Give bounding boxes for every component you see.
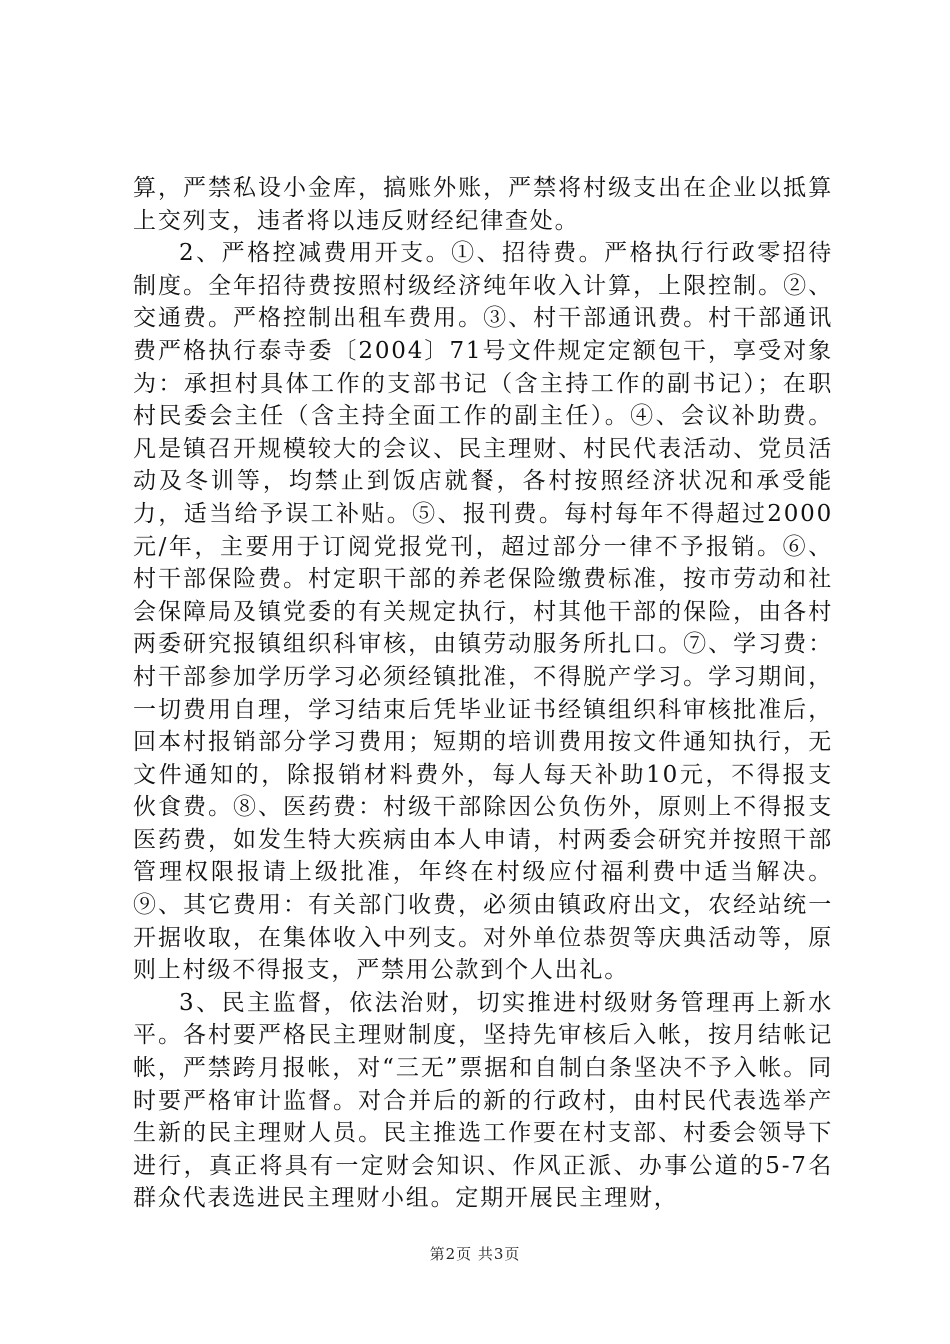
- paragraph-continuation: 算，严禁私设小金库，搞账外账，严禁将村级支出在企业以抵算上交列支，违者将以违反财经纪律查处。: [133, 175, 833, 234]
- page-number-footer: 第2页 共3页: [429, 1245, 521, 1263]
- document-body: [133, 172, 833, 1215]
- paragraph-expense-control: 2、严格控减费用开支。①、招待费。严格执行行政零招待制度。全年招待费按照村级经济纯年收入计算，上限控制。②、交通费。严格控制出租车费用。③、村干部通讯费。村干部通讯费严格执行泰寺委〔2004〕71号文件规定定额包干，享受对象为：承担村具体工作的支部书记（含主持工作的副书记）；在职村民委会主任（含主持全面工作的副主任）。④、会议补助费。凡是镇召开规模较大的会议、民主理财、村民代表活动、党员活动及冬训等，均禁止到饭店就餐，各村按照经济状况和承受能力，适当给予误工补贴。⑤、报刊费。每村每年不得超过2000元/年，主要用于订阅党报党刊，超过部分一律不予报销。⑥、村干部保险费。村定职干部的养老保险缴费标准，按市劳动和社会保障局及镇党委的有关规定执行，村其他干部的保险，由各村两委研究报镇组织科审核，由镇劳动服务所扎口。⑦、学习费：村干部参加学历学习必须经镇批准，不得脱产学习。学习期间，一切费用自理，学习结束后凭毕业证书经镇组织科审核批准后，回本村报销部分学习费用；短期的培训费用按文件通知执行，无文件通知的，除报销材料费外，每人每天补助10元，不得报支伙食费。⑧、医药费：村级干部除因公负伤外，原则上不得报支医药费，如发生特大疾病由本人申请，村两委会研究并按照干部管理权限报请上级批准，年终在村级应付福利费中适当解决。⑨、其它费用：有关部门收费，必须由镇政府出文，农经站统一开据收取，在集体收入中列支。对外单位恭贺等庆典活动等，原则上村级不得报支，严禁用公款到个人出礼。: [133, 240, 833, 984]
- paragraph-democratic-supervision: 3、民主监督，依法治财，切实推进村级财务管理再上新水平。各村要严格民主理财制度，坚持先审核后入帐，按月结帐记帐，严禁跨月报帐，对“三无”票据和自制白条坚决不予入帐。同时要严格审计监督。对合并后的新的行政村，由村民代表选举产生新的民主理财人员。民主推选工作要在村支部、村委会领导下进行，真正将具有一定财会知识、作风正派、办事公道的5-7名群众代表选进民主理财小组。定期开展民主理财，: [133, 989, 833, 1212]
